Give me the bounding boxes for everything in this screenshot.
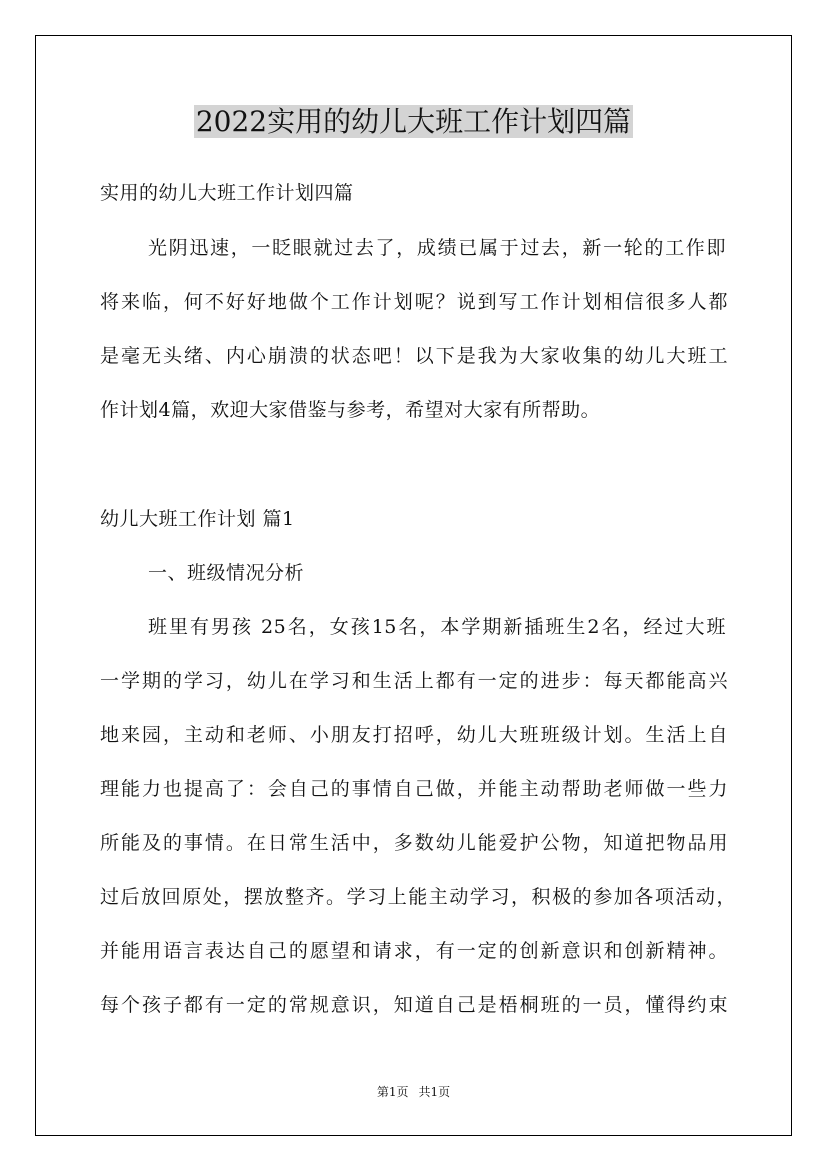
body-line-3: 地来园，主动和老师、小朋友打招呼，幼儿大班班级计划。生活上自 <box>100 724 728 746</box>
intro-line-2: 将来临，何不好好地做个工作计划呢？说到写工作计划相信很多人都 <box>100 291 728 313</box>
section-heading: 幼儿大班工作计划 篇1 <box>100 508 295 530</box>
intro-line-4: 作计划4篇，欢迎大家借鉴与参考，希望对大家有所帮助。 <box>100 399 601 421</box>
intro-line-3: 是毫无头绪、内心崩溃的状态吧！以下是我为大家收集的幼儿大班工 <box>100 345 728 367</box>
body-line-1: 班里有男孩 25名，女孩15名，本学期新插班生2名，经过大班 <box>148 616 726 638</box>
body-line-4: 理能力也提高了：会自己的事情自己做，并能主动帮助老师做一些力 <box>100 778 728 800</box>
body-line-8: 每个孩子都有一定的常规意识，知道自己是梧桐班的一员，懂得约束 <box>100 994 728 1016</box>
body-line-5: 所能及的事情。在日常生活中，多数幼儿能爱护公物，知道把物品用 <box>100 832 728 854</box>
page-total: 共1页 <box>418 1085 451 1099</box>
body-line-7: 并能用语言表达自己的愿望和请求，有一定的创新意识和创新精神。 <box>100 940 728 962</box>
intro-line-1: 光阴迅速，一眨眼就过去了，成绩已属于过去，新一轮的工作即 <box>148 237 726 259</box>
page-footer <box>0 1083 827 1101</box>
document-title: 2022实用的幼儿大班工作计划四篇 <box>195 105 632 138</box>
body-line-2: 一学期的学习，幼儿在学习和生活上都有一定的进步：每天都能高兴 <box>100 670 728 692</box>
document-subtitle: 实用的幼儿大班工作计划四篇 <box>100 182 354 204</box>
subsection-heading: 一、班级情况分析 <box>148 562 305 584</box>
body-line-6: 过后放回原处，摆放整齐。学习上能主动学习，积极的参加各项活动， <box>100 886 736 908</box>
page-number: 第1页 <box>376 1085 409 1099</box>
